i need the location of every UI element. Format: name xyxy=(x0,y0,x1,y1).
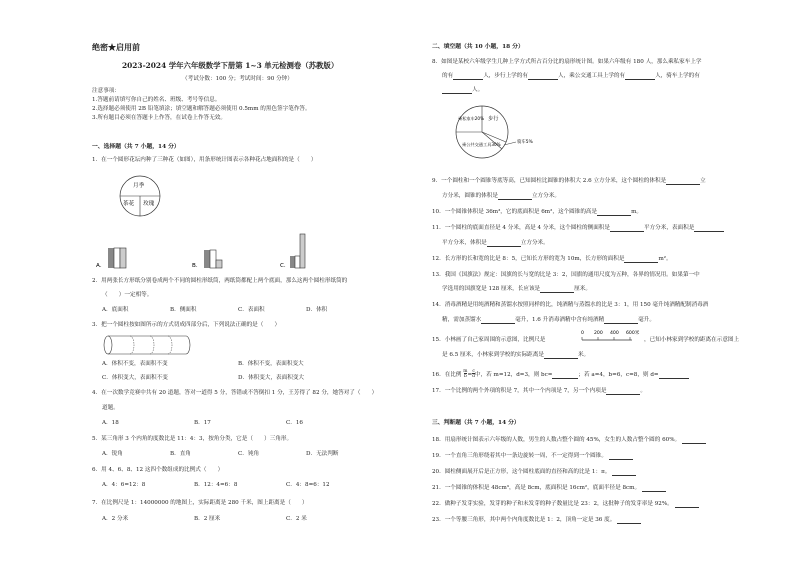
question-3: 3．把一个圆柱按如图所示的方式切成四部分后，下列说法正确的是（ ） xyxy=(92,322,281,328)
question-11b: 平方分米，体积是 立方分米。 xyxy=(442,240,549,246)
question-5: 5．某三角形 3 个内角的度数比是 11：4：3，按角分类，它是（ ）三角形。 xyxy=(92,436,293,442)
q6-option-a: A．4：6=12：8 xyxy=(102,482,146,488)
question-14b: 精，需加蒸馏水 毫升，1.6 升消毒酒精中含有纯酒精 毫升。 xyxy=(442,317,655,323)
question-4b: 道题。 xyxy=(102,405,119,411)
q4-option-b: B．17 xyxy=(194,420,211,426)
q1-bar-options xyxy=(96,226,306,270)
question-8b: 的有 人，步行上学的有 人，乘公交通工具上学的有 人，骑车上学的有 xyxy=(442,73,700,79)
question-15b: 是 6.5 厘米，小林家到学校的实际距离是 米。 xyxy=(442,352,590,358)
judge-23: 23．一个等腰三角形，其中两个内角度数比是 1：2，顶角一定是 36 度。 xyxy=(432,517,641,524)
q7-option-b: B．2 厘米 xyxy=(194,516,221,522)
judge-21: 21．一个圆锥的体积是 48cm³，高是 8cm，底面积是 16cm²，底面半径是 8cm。 xyxy=(432,485,666,492)
q3-option-d: D．体积变大，表面积变大 xyxy=(238,375,305,381)
scale-label-200: 200 xyxy=(594,331,603,336)
question-12: 12．长方形的长和宽的比是 8：5，已知长方形的宽为 10m，长方形的面积是 m²。 xyxy=(432,256,672,262)
secret-stamp: 绝密★启用前 xyxy=(92,42,140,52)
question-14a: 14．消毒酒精是用纯酒精和蒸馏水按照同样的比，纯酒精与蒸馏水的比是 3：1，用 150 毫升纯酒精配制消毒酒 xyxy=(432,302,709,308)
question-15a-2: ，已知小林家到学校的距离在示意图上 xyxy=(644,337,740,343)
q1-option-c: C． xyxy=(280,263,290,269)
q3-cylinder-diagram xyxy=(102,334,192,356)
question-10: 10．一个圆锥体积是 36m³，它的底面积是 6m²，这个圆锥的高是 m。 xyxy=(432,209,643,215)
q4-option-a: A．18 xyxy=(102,420,119,426)
scale-label-0: 0 xyxy=(581,331,584,336)
pie-label-camellia: 茶花 xyxy=(123,201,135,207)
q7-option-c: C．2 米 xyxy=(286,516,307,522)
question-9a: 9．一个圆柱和一个圆锥等底等高，已知圆柱比圆锥的体积大 2.6 立方分米，这个圆柱的体积是 立 xyxy=(432,178,706,184)
pie8-bike: 骑车5% xyxy=(517,140,533,145)
question-13b: 学选用的国旗宽是 128 厘米，长应该是 厘米。 xyxy=(442,286,591,292)
page-title: 2023-2024 学年六年级数学下册第 1~3 单元检测卷（苏教版） xyxy=(122,61,339,70)
scale-label-400: 400 xyxy=(610,331,619,336)
q15-scale-bar xyxy=(580,328,650,346)
q3-option-c: C．体积变大，表面积不变 xyxy=(102,375,168,381)
question-6: 6．用 4、6、8、12 这四个数组成的比例式（ ） xyxy=(92,467,224,473)
question-17: 17．一个比例的两个外项的积是 7，其中一个内项是 7，另一个内项是 。 xyxy=(432,388,647,394)
question-8c: 人。 xyxy=(442,87,483,94)
question-13a: 13．我国《国旗法》规定：国旗的长与宽的比是 3：2，国旗的通用尺度为五种，各界的情况用。如果第一中 xyxy=(432,272,700,278)
notes-title: 注意事项： xyxy=(92,88,120,94)
section-1-title: 一、选择题（共 7 小题，14 分） xyxy=(92,144,180,150)
pie-label-rose2: 玫瑰 xyxy=(143,201,155,207)
q6-option-b: B．12：4=6：8 xyxy=(194,482,238,488)
note-1: 1.答题前请填写你自己的姓名、班级、考号等信息。 xyxy=(92,97,221,103)
section-2-title: 二、填空题（共 10 小题，18 分） xyxy=(432,44,524,50)
question-2a: 2．用两张长方形纸分别卷成两个不同的圆柱形纸筒，两纸筒都配上两个底面，那么这两个圆柱形纸筒的 xyxy=(92,278,348,284)
scale-label-600: 600米 xyxy=(626,331,640,336)
pie8-walk: 步行 xyxy=(488,116,499,122)
section-3-title: 三、判断题（共 7 小题，14 分） xyxy=(432,420,520,426)
question-1: 1．在一个圆形花坛内种了三种花（如图），用条形统计图表示各种花占地面积的是（ ） xyxy=(92,157,317,163)
q5-option-d: D．无法判断 xyxy=(306,451,339,457)
q2-option-c: C．表面积 xyxy=(238,307,265,313)
note-3: 3.所有题目必须在答题卡上作答，在试卷上作答无效。 xyxy=(92,115,226,121)
q1-pie-diagram xyxy=(118,172,162,220)
pie-label-rose: 月季 xyxy=(133,183,145,189)
judge-19: 19．一个直角三角形绕着其中一条边旋转一周，不一定得到一个圆锥。 xyxy=(432,453,633,460)
question-15a-1: 15．小林画了自己家周围的示意图，比例尺是 xyxy=(432,337,546,343)
question-4a: 4．在一次数学竞赛中共有 20 道题，答对一道得 5 分，答错或不答倒扣 1 分，王芳得了 82 分，她答对了（ ） xyxy=(92,390,378,396)
judge-18: 18．用扇形统计图表示六年级的人数，男生的人数占整个圆的 45%，女生的人数占整个圆的 60%。 xyxy=(432,437,706,444)
question-8a: 8．如图是某校六年级学生几种上学方式所占百分比的扇形统计图。如果六年级有 180 人，那么乘私家车上学 xyxy=(432,59,702,65)
question-2b: （ ）一定相等。 xyxy=(102,292,153,298)
question-9b: 方分米，圆锥的体积是 立方分米。 xyxy=(442,193,560,199)
judge-20: 20．圆柱侧面展开后是正方形，这个圆柱底面的直径和高的比是 1：π。 xyxy=(432,469,636,476)
q4-option-c: C．16 xyxy=(286,420,303,426)
note-2: 2.选择题必须使用 2B 铅笔填涂；填空题和解答题必须使用 0.5mm 的黑色签字笔作答。 xyxy=(92,106,311,112)
question-16: 16．在比例 m b=c d中，若 m=12，d=3，则 bc= ；若 a=4，b=6，c=8，则 d= xyxy=(432,370,689,379)
q3-option-a: A．体积不变，表面积不变 xyxy=(102,361,168,367)
q5-option-b: B．直角 xyxy=(170,451,191,457)
q5-option-c: C．钝角 xyxy=(238,451,260,457)
q1-option-a: A． xyxy=(96,263,106,269)
pie8-bus: 乘公共交通工具30% xyxy=(462,142,501,147)
pie8-car: 乘私家车20% xyxy=(458,116,485,121)
q7-option-a: A．2 分米 xyxy=(102,516,129,522)
q3-option-b: B．体积不变，表面积变大 xyxy=(238,361,304,367)
q8-pie-chart xyxy=(444,102,564,162)
judge-22: 22．做种子发芽实验，发芽的种子和未发芽的种子数量比是 23：2，这批种子的发芽率是 92%。 xyxy=(432,501,699,508)
q5-option-a: A．锐角 xyxy=(102,451,123,457)
q6-option-c: C．4：8=6：12 xyxy=(286,482,330,488)
exam-info: （考试分数：100 分；考试时间：90 分钟） xyxy=(182,76,293,82)
question-7: 7．在比例尺是 1：14000000 的地图上，实际距离是 280 千米，图上距离是（ ） xyxy=(92,500,308,506)
q2-option-b: B．侧面积 xyxy=(170,307,197,313)
q1-option-b: B． xyxy=(192,263,202,269)
q2-option-d: D．体积 xyxy=(306,307,328,313)
question-11a: 11．一个圆柱的底面直径是 4 分米，高是 4 分米，这个圆柱的侧面积是 平方分米，表面积是 xyxy=(432,225,724,232)
q2-option-a: A．底面积 xyxy=(102,307,129,313)
